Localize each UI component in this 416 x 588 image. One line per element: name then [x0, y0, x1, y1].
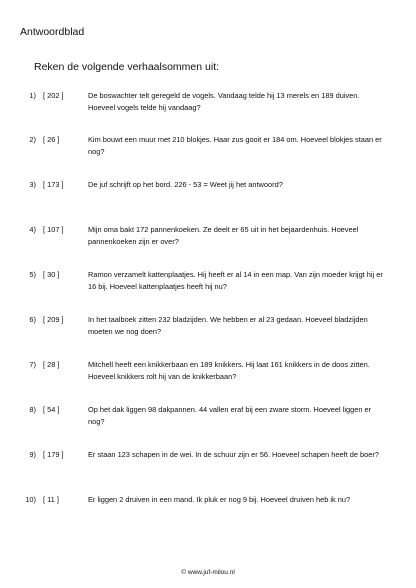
problem-item — [0, 359, 416, 395]
problem-answer: [ 28 ] — [43, 360, 60, 369]
problem-item — [0, 314, 416, 350]
problem-item — [0, 494, 416, 530]
problem-text: Ramon verzamelt kattenplaatjes. Hij heeft er al 14 in een map. Van zijn moeder krijgt hij er 16 bij. Hoeveel kattenplaatjes heeft hij nu? — [88, 270, 383, 291]
problem-item — [0, 90, 416, 126]
problem-number: 9) — [29, 450, 36, 459]
problem-number: 3) — [29, 180, 36, 189]
problem-text: Er liggen 2 druiven in een mand. Ik pluk er nog 9 bij. Hoeveel druiven heb ik nu? — [88, 495, 351, 504]
footer-credit: © www.juf-milou.nl — [181, 569, 235, 576]
problem-number: 2) — [29, 135, 36, 144]
problem-number: 5) — [29, 270, 36, 279]
problem-number: 6) — [29, 315, 36, 324]
problem-answer: [ 11 ] — [43, 495, 59, 504]
problem-item — [0, 449, 416, 485]
problem-text: De boswachter telt geregeld de vogels. Vandaag telde hij 13 merels en 189 duiven. Hoeveel vogels telde hij vandaag? — [88, 91, 360, 112]
problem-number: 1) — [29, 91, 36, 100]
problem-number: 7) — [29, 360, 36, 369]
problem-number: 10) — [25, 495, 36, 504]
problem-item — [0, 404, 416, 440]
problem-answer: [ 209 ] — [43, 315, 64, 324]
page-heading: Antwoordblad — [20, 26, 85, 38]
problem-answer: [ 30 ] — [43, 270, 60, 279]
problem-text: Kim bouwt een muur met 210 blokjes. Haar zus gooit er 184 om. Hoeveel blokjes staan er nog? — [88, 135, 382, 156]
problem-item — [0, 179, 416, 215]
problem-answer: [ 107 ] — [43, 225, 64, 234]
problem-text: In het taalboek zitten 232 bladzijden. We hebben er al 23 gedaan. Hoeveel bladzijden moeten we nog doen? — [88, 315, 368, 336]
problem-answer: [ 173 ] — [43, 180, 64, 189]
problem-answer: [ 179 ] — [43, 450, 64, 459]
problem-number: 8) — [29, 405, 36, 414]
problem-text: Op het dak liggen 98 dakpannen. 44 vallen eraf bij een zware storm. Hoeveel liggen er nog? — [88, 405, 372, 426]
problem-text: Mitchell heeft een knikkerbaan en 189 knikkers. Hij laat 161 knikkers in de doos zitten. Hoeveel knikkers rolt hij van de knikkerbaan? — [88, 360, 370, 381]
problem-text: De juf schrijft op het bord. 226 - 53 = Weet jij het antwoord? — [88, 180, 283, 189]
problem-item — [0, 224, 416, 260]
problem-answer: [ 202 ] — [43, 91, 64, 100]
problem-answer: [ 26 ] — [43, 135, 60, 144]
problem-item — [0, 269, 416, 305]
problem-text: Er staan 123 schapen in de wei. In de schuur zijn er 56. Hoeveel schapen heeft de boer? — [88, 450, 379, 459]
problem-number: 4) — [29, 225, 36, 234]
problem-item — [0, 134, 416, 170]
problem-answer: [ 54 ] — [43, 405, 60, 414]
problem-text: Mijn oma bakt 172 pannenkoeken. Ze deelt er 65 uit in het bejaardenhuis. Hoeveel pannenkoeken zijn er over? — [88, 225, 359, 246]
instructions: Reken de volgende verhaalsommen uit: — [34, 61, 220, 73]
